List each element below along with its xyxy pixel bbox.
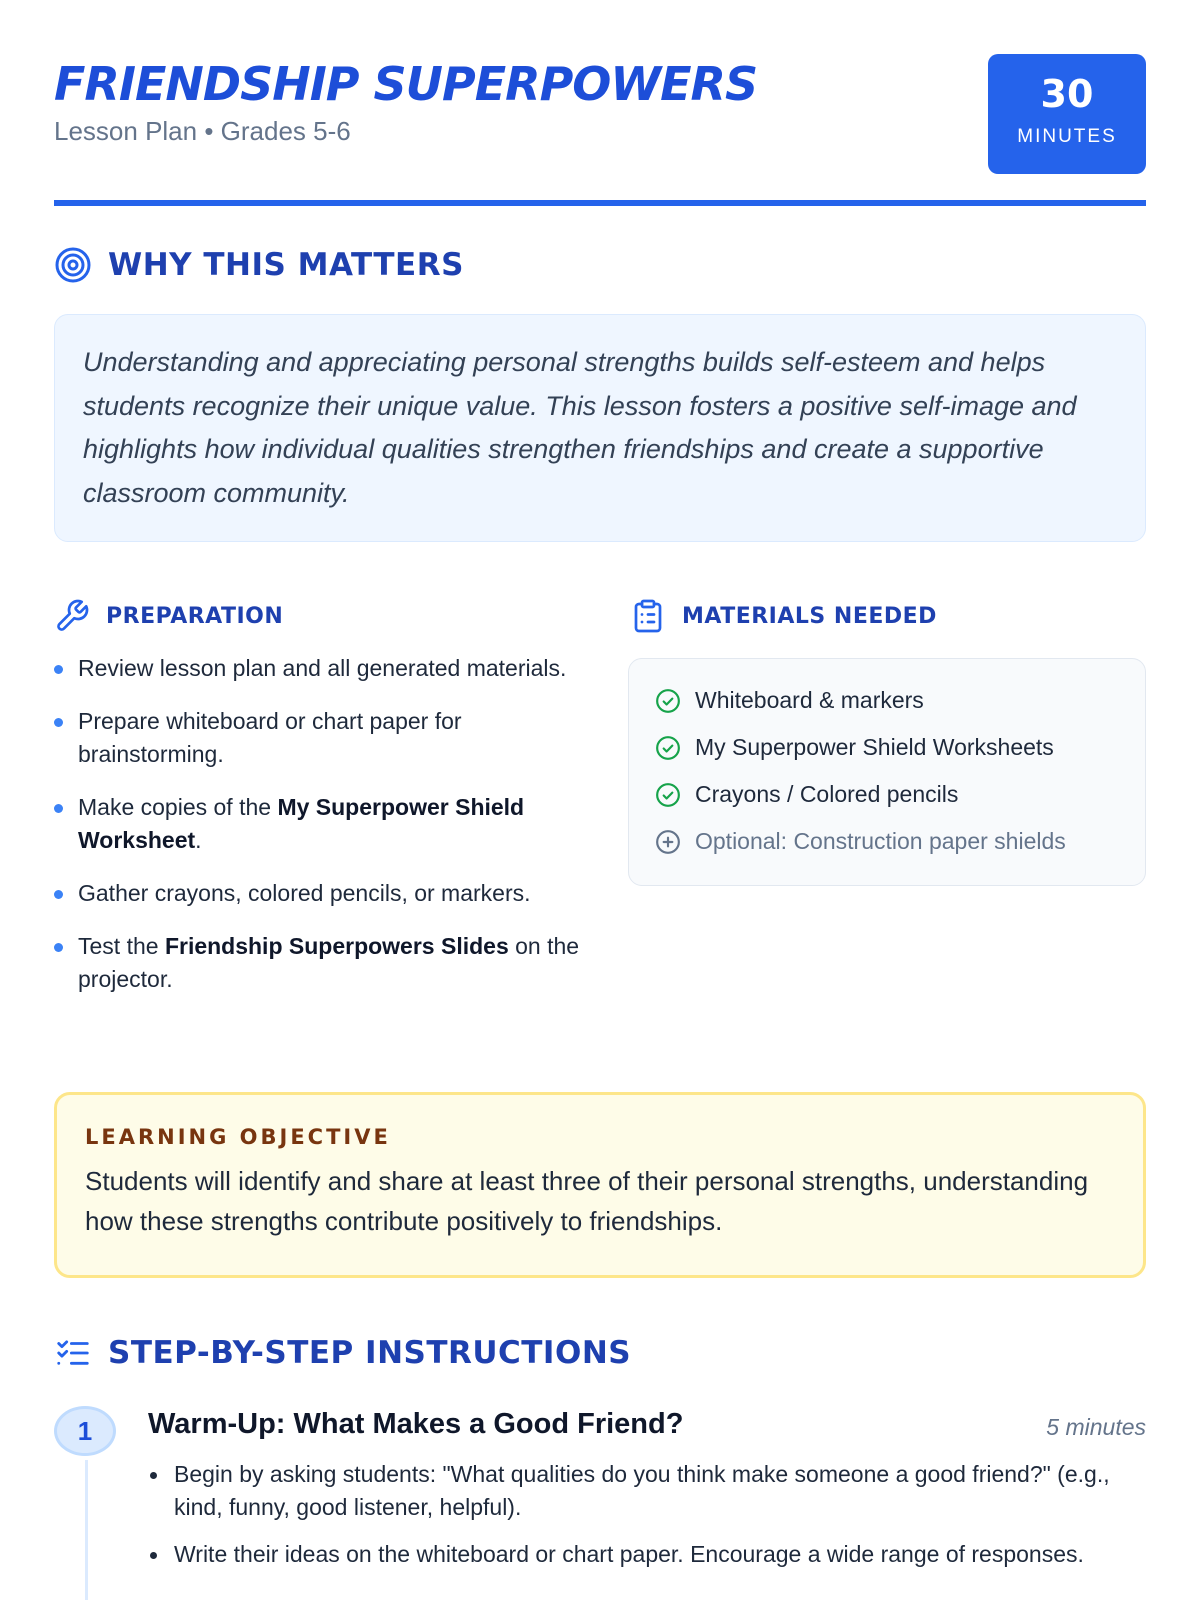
list-item: Make copies of the My Superpower Shield Worksheet. [54, 791, 584, 857]
check-circle-icon [655, 735, 681, 761]
page-title: FRIENDSHIP SUPERPOWERS [54, 57, 758, 111]
steps-heading-label: STEP-BY-STEP INSTRUCTIONS [108, 1335, 632, 1371]
header-divider [54, 200, 1146, 206]
preparation-heading [54, 598, 283, 634]
objective-text: Students will identify and share at least three of their personal strengths, understanding how these strengths contribute positively to friendships. [85, 1166, 1089, 1236]
materials-heading [630, 598, 937, 634]
list-item: Whiteboard & markers [655, 677, 1119, 724]
list-item: Write their ideas on the whiteboard or chart paper. Encourage a wide range of responses. [148, 1538, 1146, 1571]
step-number: 1 [54, 1406, 116, 1456]
step-title: Warm-Up: What Makes a Good Friend? [148, 1408, 684, 1440]
list-item: Test the Friendship Superpowers Slides on the projector. [54, 930, 584, 996]
check-circle-icon [655, 782, 681, 808]
why-heading-label: WHY THIS MATTERS [108, 247, 464, 283]
step-bullets [148, 1458, 1146, 1585]
page-subtitle: Lesson Plan • Grades 5-6 [54, 116, 351, 146]
why-text: Understanding and appreciating personal strengths builds self-esteem and helps students recognize their unique value. This lesson fosters a positive self-image and highlights how individual qualities strengthen friendships and create a supportive classroom community. [54, 314, 1146, 542]
check-circle-icon [655, 688, 681, 714]
learning-objective [54, 1092, 1146, 1278]
header [54, 52, 1146, 202]
preparation-heading-label: PREPARATION [106, 603, 284, 629]
list-item: Optional: Construction paper shields [655, 818, 1119, 865]
list-item: Crayons / Colored pencils [655, 771, 1119, 818]
materials-heading-label: MATERIALS NEEDED [682, 603, 937, 629]
list-item: Prepare whiteboard or chart paper for brainstorming. [54, 705, 584, 771]
list-item: My Superpower Shield Worksheets [655, 724, 1119, 771]
target-icon [54, 246, 92, 284]
objective-heading: LEARNING OBJECTIVE [85, 1125, 391, 1149]
list-item: Review lesson plan and all generated materials. [54, 652, 584, 685]
list-item: Gather crayons, colored pencils, or markers. [54, 877, 584, 910]
preparation-list [54, 652, 584, 1016]
step-duration: 5 minutes [1046, 1414, 1146, 1440]
wrench-icon [54, 598, 90, 634]
clipboard-list-icon [630, 598, 666, 634]
step-timeline [85, 1460, 88, 1600]
checklist-icon [54, 1334, 92, 1372]
why-heading [54, 246, 464, 284]
duration-value: 30 [1040, 72, 1094, 116]
list-item: Begin by asking students: "What qualities do you think make someone a good friend?" (e.g., kind, funny, good listener, helpful). [148, 1458, 1146, 1524]
duration-badge [988, 54, 1146, 174]
duration-unit: MINUTES [1017, 126, 1117, 147]
plus-circle-icon [655, 829, 681, 855]
materials-list [628, 658, 1146, 886]
steps-heading [54, 1334, 631, 1372]
